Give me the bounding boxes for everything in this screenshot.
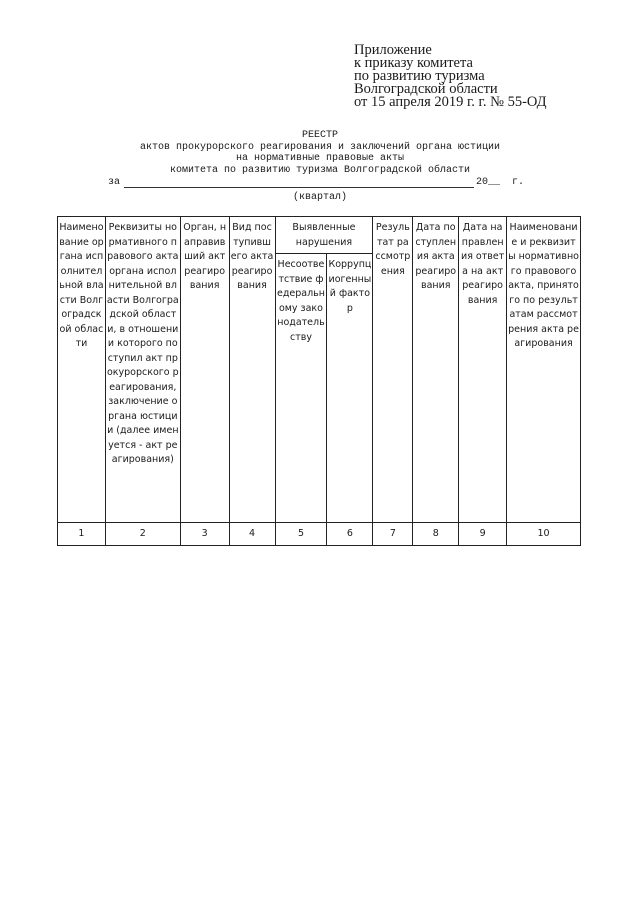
header-sending-authority: Орган, направивший акт реагирования (180, 217, 229, 523)
appendix-line: к приказу комитета (354, 55, 473, 71)
header-receipt-date: Дата поступления акта реагирования (413, 217, 459, 523)
appendix-line: Приложение (354, 42, 432, 58)
column-number: 9 (459, 523, 507, 546)
period-prefix: за (108, 177, 121, 188)
appendix-line: по развитию туризма (354, 68, 485, 84)
appendix-line: от 15 апреля 2019 г. г. № 55-ОД (354, 94, 547, 110)
header-authority-name: Наименование органа исполнительной власти Волгоградской области (58, 217, 106, 523)
period-note: (квартал) (292, 192, 347, 203)
header-response-date: Дата направления ответа на акт реагирования (459, 217, 507, 523)
column-number: 10 (507, 523, 581, 546)
header-corruption-factor: Коррупциогенный фактор (327, 254, 373, 523)
column-number: 1 (58, 523, 106, 546)
column-number: 3 (180, 523, 229, 546)
column-number: 4 (229, 523, 275, 546)
column-number: 2 (105, 523, 180, 546)
column-number: 7 (373, 523, 413, 546)
appendix-line: Волгоградской области (354, 81, 498, 97)
column-number: 5 (275, 523, 327, 546)
header-violations-group: Выявленные нарушения (275, 217, 373, 254)
title-line: комитета по развитию туризма Волгоградской области (169, 164, 471, 176)
registry-table (57, 216, 581, 546)
header-adopted-act: Наименование и реквизиты нормативного правового акта, принятого по результатам рассмотрения акта реагирования (507, 217, 581, 523)
column-number: 8 (413, 523, 459, 546)
appendix-block (354, 44, 614, 109)
period-blank-line (124, 187, 474, 188)
header-act-type: Вид поступившего акта реагирования (229, 217, 275, 523)
period-row (108, 177, 528, 191)
title-line: актов прокурорского реагирования и заключений органа юстиции (139, 141, 501, 153)
period-suffix: г. (512, 177, 525, 188)
title-line: на нормативные правовые акты (235, 153, 405, 164)
document-title (0, 130, 640, 176)
period-year: 20__ (476, 177, 501, 188)
header-federal-noncompliance: Несоответствие федеральному законодательству (275, 254, 327, 523)
header-result: Результат рассмотрения (373, 217, 413, 523)
header-act-details: Реквизиты нормативного правового акта органа исполнительной власти Волгоградской области, в отношении которого поступил акт прокурорского реагирования, заключение органа юстиции (далее именуется - акт реагирования) (105, 217, 180, 523)
column-number: 6 (327, 523, 373, 546)
title-heading: РЕЕСТР (301, 130, 338, 141)
